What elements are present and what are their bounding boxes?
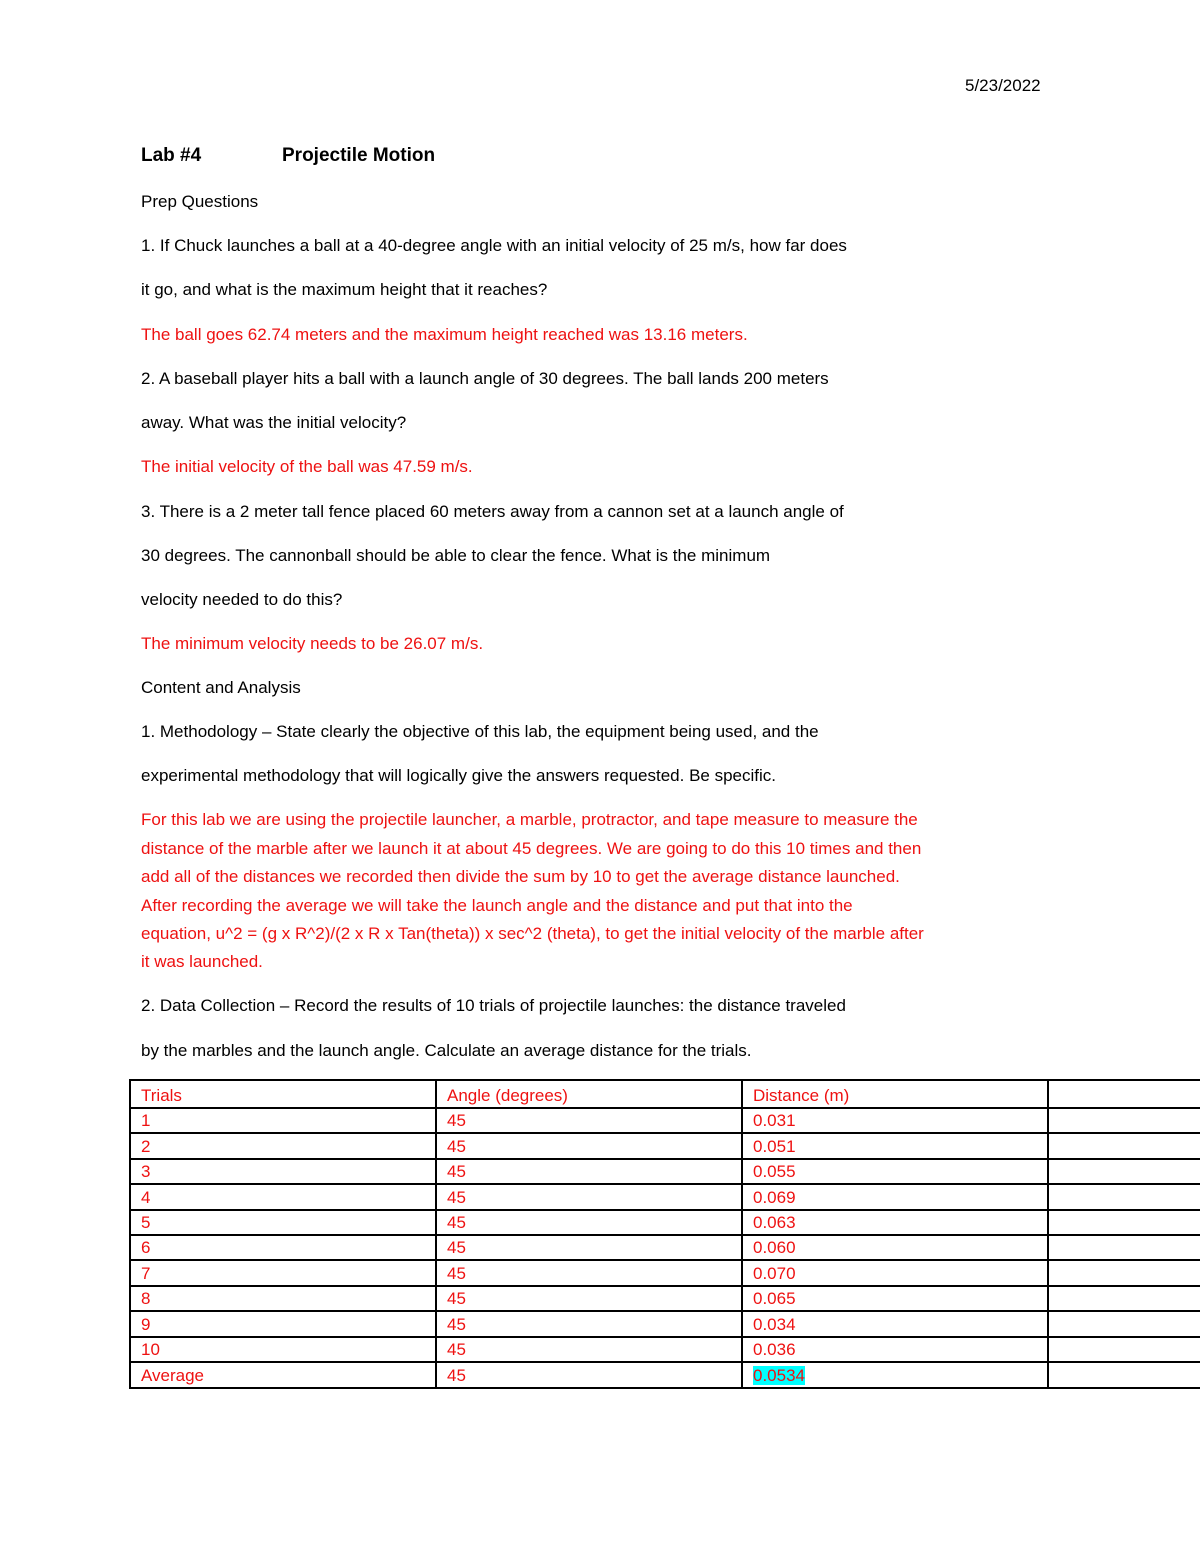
table-row xyxy=(130,1337,1200,1362)
trial-cell: 8 xyxy=(130,1286,436,1311)
content-heading: Content and Analysis xyxy=(141,678,301,697)
lab-number: Lab #4 xyxy=(141,145,202,166)
methodology-answer-line-3: add all of the distances we recorded then divide the sum by 10 to get the average distance launched. xyxy=(141,867,900,886)
methodology-answer-line-1: For this lab we are using the projectile launcher, a marble, protractor, and tape measure to measure the xyxy=(141,810,918,829)
data-collection-line-1: 2. Data Collection – Record the results of 10 trials of projectile launches: the distance traveled xyxy=(141,996,846,1015)
distance-cell: 0.070 xyxy=(742,1260,1048,1285)
empty-cell xyxy=(1048,1235,1200,1260)
table-row xyxy=(130,1108,1200,1133)
table-header-cell xyxy=(1048,1080,1200,1108)
distance-cell: 0.036 xyxy=(742,1337,1048,1362)
angle-cell: 45 xyxy=(436,1108,742,1133)
trial-cell: 1 xyxy=(130,1108,436,1133)
table-row xyxy=(130,1260,1200,1285)
question-3-line-2: 30 degrees. The cannonball should be able to clear the fence. What is the minimum xyxy=(141,546,771,565)
methodology-line-2: experimental methodology that will logically give the answers requested. Be specific. xyxy=(141,766,776,785)
distance-cell: 0.063 xyxy=(742,1210,1048,1235)
angle-cell: 45 xyxy=(436,1311,742,1336)
average-distance-cell xyxy=(742,1362,1048,1388)
average-distance-highlight: 0.0534 xyxy=(753,1365,805,1385)
document-date: 5/23/2022 xyxy=(965,76,1041,95)
distance-cell: 0.055 xyxy=(742,1159,1048,1184)
distance-cell: 0.065 xyxy=(742,1286,1048,1311)
trials-table xyxy=(129,1079,1200,1389)
table-header-row xyxy=(130,1080,1200,1108)
trial-cell: 5 xyxy=(130,1210,436,1235)
answer-2: The initial velocity of the ball was 47.59 m/s. xyxy=(141,457,473,476)
angle-cell: 45 xyxy=(436,1337,742,1362)
angle-cell: 45 xyxy=(436,1260,742,1285)
question-3-line-1: 3. There is a 2 meter tall fence placed 60 meters away from a cannon set at a launch angle of xyxy=(141,502,844,521)
empty-cell xyxy=(1048,1286,1200,1311)
average-angle-cell: 45 xyxy=(436,1362,742,1388)
question-3-line-3: velocity needed to do this? xyxy=(141,590,343,609)
angle-cell: 45 xyxy=(436,1235,742,1260)
question-2-line-2: away. What was the initial velocity? xyxy=(141,413,407,432)
table-row xyxy=(130,1184,1200,1209)
table-header-cell: Distance (m) xyxy=(742,1080,1048,1108)
angle-cell: 45 xyxy=(436,1210,742,1235)
trial-cell: 2 xyxy=(130,1133,436,1158)
methodology-line-1: 1. Methodology – State clearly the objective of this lab, the equipment being used, and the xyxy=(141,722,819,741)
table-header-cell: Angle (degrees) xyxy=(436,1080,742,1108)
empty-cell xyxy=(1048,1311,1200,1336)
distance-cell: 0.034 xyxy=(742,1311,1048,1336)
question-1-line-2: it go, and what is the maximum height that it reaches? xyxy=(141,280,548,299)
prep-heading: Prep Questions xyxy=(141,192,259,211)
angle-cell: 45 xyxy=(436,1133,742,1158)
empty-cell xyxy=(1048,1159,1200,1184)
distance-cell: 0.051 xyxy=(742,1133,1048,1158)
empty-cell xyxy=(1048,1337,1200,1362)
trial-cell: 3 xyxy=(130,1159,436,1184)
angle-cell: 45 xyxy=(436,1159,742,1184)
angle-cell: 45 xyxy=(436,1184,742,1209)
methodology-answer-line-5: equation, u^2 = (g x R^2)/(2 x R x Tan(theta)) x sec^2 (theta), to get the initial velocity of the marble after xyxy=(141,924,924,943)
trial-cell: 7 xyxy=(130,1260,436,1285)
empty-cell xyxy=(1048,1210,1200,1235)
table-row xyxy=(130,1235,1200,1260)
empty-cell xyxy=(1048,1362,1200,1388)
empty-cell xyxy=(1048,1184,1200,1209)
empty-cell xyxy=(1048,1108,1200,1133)
average-label-cell: Average xyxy=(130,1362,436,1388)
methodology-answer-line-4: After recording the average we will take the launch angle and the distance and put that into the xyxy=(141,896,853,915)
methodology-answer-line-6: it was launched. xyxy=(141,952,263,971)
distance-cell: 0.069 xyxy=(742,1184,1048,1209)
distance-cell: 0.060 xyxy=(742,1235,1048,1260)
data-collection-line-2: by the marbles and the launch angle. Calculate an average distance for the trials. xyxy=(141,1041,752,1060)
table-header-cell: Trials xyxy=(130,1080,436,1108)
table-row xyxy=(130,1133,1200,1158)
table-row xyxy=(130,1311,1200,1336)
table-row xyxy=(130,1210,1200,1235)
question-1-line-1: 1. If Chuck launches a ball at a 40-degree angle with an initial velocity of 25 m/s, how far does xyxy=(141,236,847,255)
table-row xyxy=(130,1159,1200,1184)
question-2-line-1: 2. A baseball player hits a ball with a launch angle of 30 degrees. The ball lands 200 meters xyxy=(141,369,829,388)
lab-title: Projectile Motion xyxy=(282,145,436,166)
empty-cell xyxy=(1048,1133,1200,1158)
trial-cell: 6 xyxy=(130,1235,436,1260)
table-row xyxy=(130,1286,1200,1311)
distance-cell: 0.031 xyxy=(742,1108,1048,1133)
trial-cell: 9 xyxy=(130,1311,436,1336)
methodology-answer-line-2: distance of the marble after we launch it at about 45 degrees. We are going to do this 10 times and then xyxy=(141,839,922,858)
average-row xyxy=(130,1362,1200,1388)
trial-cell: 4 xyxy=(130,1184,436,1209)
answer-1: The ball goes 62.74 meters and the maximum height reached was 13.16 meters. xyxy=(141,325,748,344)
trial-cell: 10 xyxy=(130,1337,436,1362)
empty-cell xyxy=(1048,1260,1200,1285)
answer-3: The minimum velocity needs to be 26.07 m/s. xyxy=(141,634,484,653)
angle-cell: 45 xyxy=(436,1286,742,1311)
